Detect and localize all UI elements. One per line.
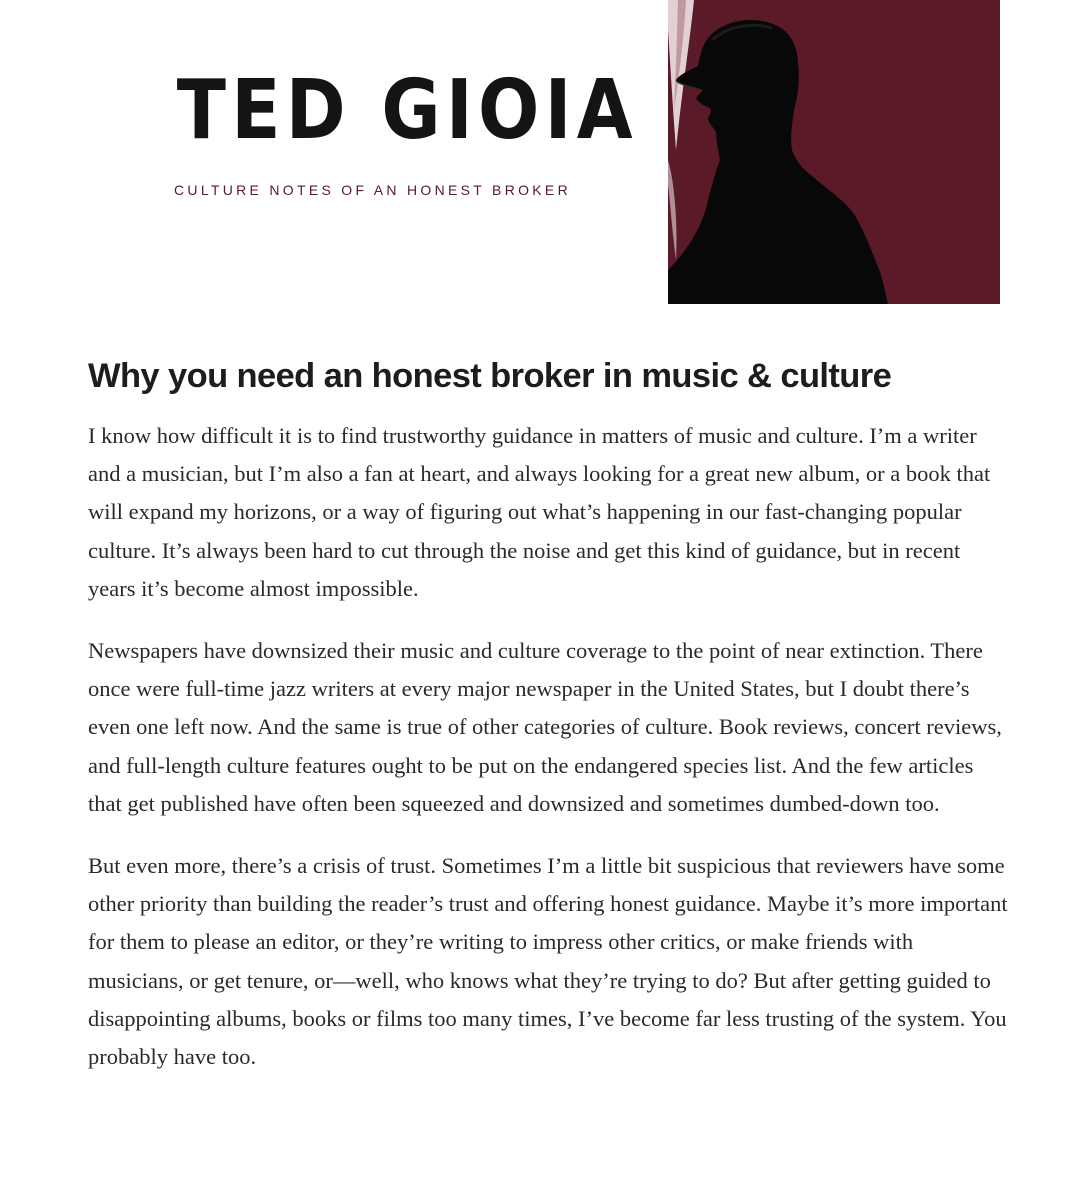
article-heading: Why you need an honest broker in music & culture bbox=[88, 357, 892, 395]
article-paragraph: But even more, there’s a crisis of trust. Sometimes I’m a little bit suspicious that reviewers have some other priority than building the reader’s trust and offering honest guidance. Maybe it’s more important for them to please an editor, or they’re writing to impress other critics, or make friends with musicians, or get tenure, or—well, who knows what they’re trying to do? But after getting guided to disappointing albums, books or films too many times, I’ve become far less trusting of the system. You probably have too. bbox=[88, 853, 1008, 1070]
brand-block bbox=[150, 63, 638, 198]
header-banner bbox=[0, 0, 1066, 304]
brand-tagline: CULTURE NOTES OF AN HONEST BROKER bbox=[174, 182, 571, 198]
article-paragraph: Newspapers have downsized their music and culture coverage to the point of near extinction. There once were full-time jazz writers at every major newspaper in the United States, but I doubt there’s even one left now. And the same is true of other categories of culture. Book reviews, concert reviews, and full-length culture features ought to be put on the endangered species list. And the few articles that get published have often been squeezed and downsized and sometimes dumbed-down too. bbox=[88, 638, 1002, 816]
silhouette-portrait-icon bbox=[668, 0, 1000, 304]
article-paragraph: I know how difficult it is to find trustworthy guidance in matters of music and culture. I’m a writer and a musician, but I’m also a fan at heart, and always looking for a great new album, or a book that will expand my horizons, or a way of figuring out what’s happening in our fast-changing popular culture. It’s always been hard to cut through the noise and get this kind of guidance, but in recent years it’s become almost impossible. bbox=[88, 423, 991, 601]
brand-title: TED GIOIA bbox=[176, 63, 638, 158]
article-body bbox=[88, 353, 1008, 1100]
